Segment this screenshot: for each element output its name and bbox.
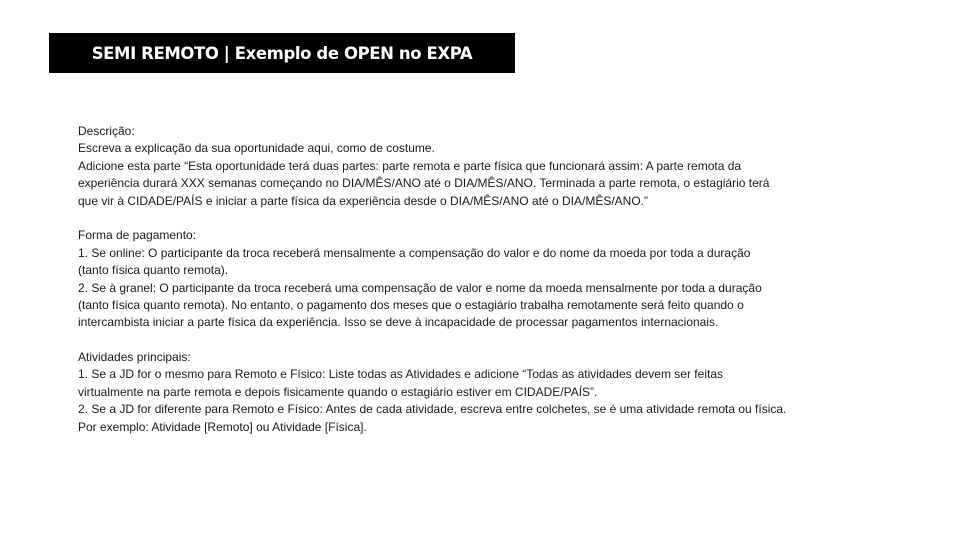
section-spacer — [78, 332, 878, 349]
slide-title: SEMI REMOTO | Exemplo de OPEN no EXPA — [91, 43, 473, 63]
payment-line: (tanto física quanto remota). No entanto, o pagamento dos meses que o estagiário trabalha remotamente será feito quando o — [78, 297, 744, 312]
activities-line: 1. Se a JD for o mesmo para Remoto e Físico: Liste todas as Atividades e adicione “Todas as atividades devem ser feitas — [78, 367, 723, 382]
activities-heading: Atividades principais: — [78, 350, 191, 365]
activities-line: Por exemplo: Atividade [Remoto] ou Atividade [Física]. — [78, 419, 367, 434]
activities-line: 2. Se a JD for diferente para Remoto e Físico: Antes de cada atividade, escreva entre colchetes, se é uma atividade remota ou física. — [78, 402, 787, 417]
slide-body — [78, 123, 878, 436]
section-spacer — [78, 210, 878, 227]
payment-line: 2. Se à granel: O participante da troca receberá uma compensação de valor e nome da moeda mensalmente por toda a duração — [78, 280, 762, 295]
description-line: Adicione esta parte “Esta oportunidade terá duas partes: parte remota e parte física que funcionará assim: A parte remota da — [78, 158, 742, 173]
description-line: que vir à CIDADE/PAÍS e iniciar a parte física da experiência desde o DIA/MÊS/ANO até o DIA/MÊS/ANO.” — [78, 193, 649, 208]
activities-line: virtualmente na parte remota e depois fisicamente quando o estagiário estiver em CIDADE/PAÍS”. — [78, 384, 598, 399]
payment-line: 1. Se online: O participante da troca receberá mensalmente a compensação do valor e do nome da moeda por toda a duração — [78, 245, 751, 260]
payment-line: intercambista iniciar a parte física da experiência. Isso se deve à incapacidade de processar pagamentos internacionais. — [78, 315, 719, 330]
title-banner — [49, 33, 515, 73]
description-line: experiência durará XXX semanas começando no DIA/MÊS/ANO até o DIA/MÊS/ANO. Terminada a parte remota, o estagiário terá — [78, 176, 770, 191]
payment-heading: Forma de pagamento: — [78, 228, 197, 243]
payment-line: (tanto física quanto remota). — [78, 263, 229, 278]
description-heading: Descrição: — [78, 124, 135, 138]
description-line: Escreva a explicação da sua oportunidade aqui, como de costume. — [78, 141, 435, 156]
